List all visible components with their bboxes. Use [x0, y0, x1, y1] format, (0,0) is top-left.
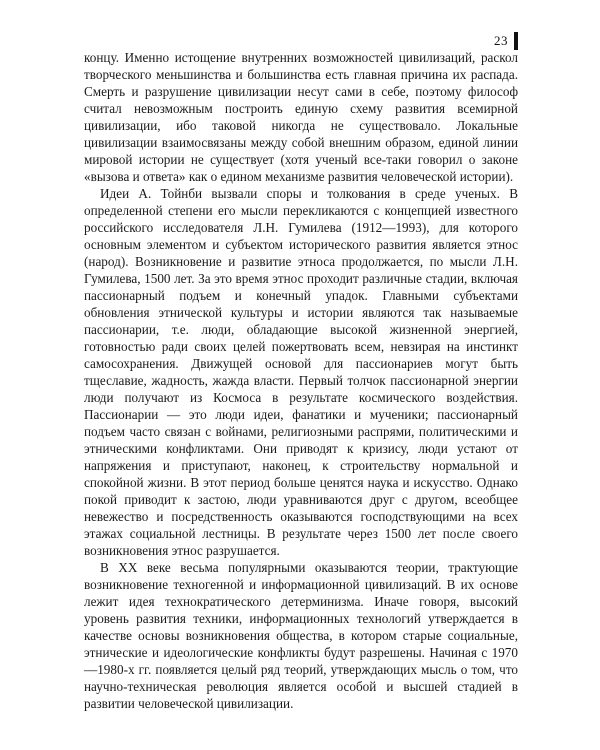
body-text — [84, 49, 518, 712]
paragraph-toynbee-gumilev: Идеи А. Тойнби вызвали споры и толкования в среде ученых. В определенной степени его мысли перекликаются с концепцией известного российского исследователя Л.Н. Гумилева (1912—1993), для которого основным элементом и субъектом исторического развития является этнос (народ). Возникновение и развитие этноса продолжается, по мысли Л.Н. Гумилева, 1500 лет. За это время этнос проходит различные стадии, включая пассионарный подъем и конечный упадок. Главными субъектами обновления этнической культуры и истории являются так называемые пассионарии, т.е. люди, обладающие высокой жизненной энергией, готовностью ради своих целей пожертвовать всем, невзирая на инстинкт самосохранения. Движущей основой для пассионариев могут быть тщеславие, жадность, жажда власти. Первый толчок пассионарной энергии люди получают из Космоса в результате космического воздействия. Пассионарии — это люди идеи, фанатики и мученики; пассионарный подъем часто связан с войнами, религиозными распрями, политическими и этническими конфликтами. Они приводят к кризису, люди устают от напряжения и приступают, наконец, к строительству нормальной и спокойной жизни. В этот период больше ценятся наука и искусство. Однако покой приводит к застою, люди уравниваются друг с другом, всеобщее невежество и посредственность оказываются господствующими на всех этажах социальной лестницы. В результате через 1500 лет после своего возникновения этнос разрушается. — [84, 186, 518, 558]
page-marker-bar — [514, 32, 518, 50]
page-number: 23 — [494, 33, 508, 48]
paragraph-continuation: концу. Именно истощение внутренних возможностей цивилизаций, раскол творческого меньшинства и большинства есть главная причина их распада. Смерть и разрушение цивилизации несут сами в себе, поэтому философ считал невозможным построить единую схему развития всемирной цивилизации, ибо таковой никогда не существовало. Локальные цивилизации взаимосвязаны между собой внешним образом, единой линии мировой истории не существует (хотя ученый все-таки говорил о законе «вызова и ответа» как о едином механизме развития человеческой истории). — [84, 50, 518, 184]
paragraph-technogenic-civilization: В XX веке весьма популярными оказываются теории, трактующие возникновение техногенной и информационной цивилизаций. В их основе лежит идея технократического детерминизма. Иначе говоря, высокий уровень развития техники, информационных технологий утверждается в качестве основы возникновения общества, в котором старые социальные, этнические и идеологические конфликты будут разрешены. Начиная с 1970—1980-х гг. появляется целый ряд теорий, утверждающих мысль о том, что научно-техническая революция является особой и высшей стадией в развитии человеческой цивилизации. — [84, 560, 518, 711]
